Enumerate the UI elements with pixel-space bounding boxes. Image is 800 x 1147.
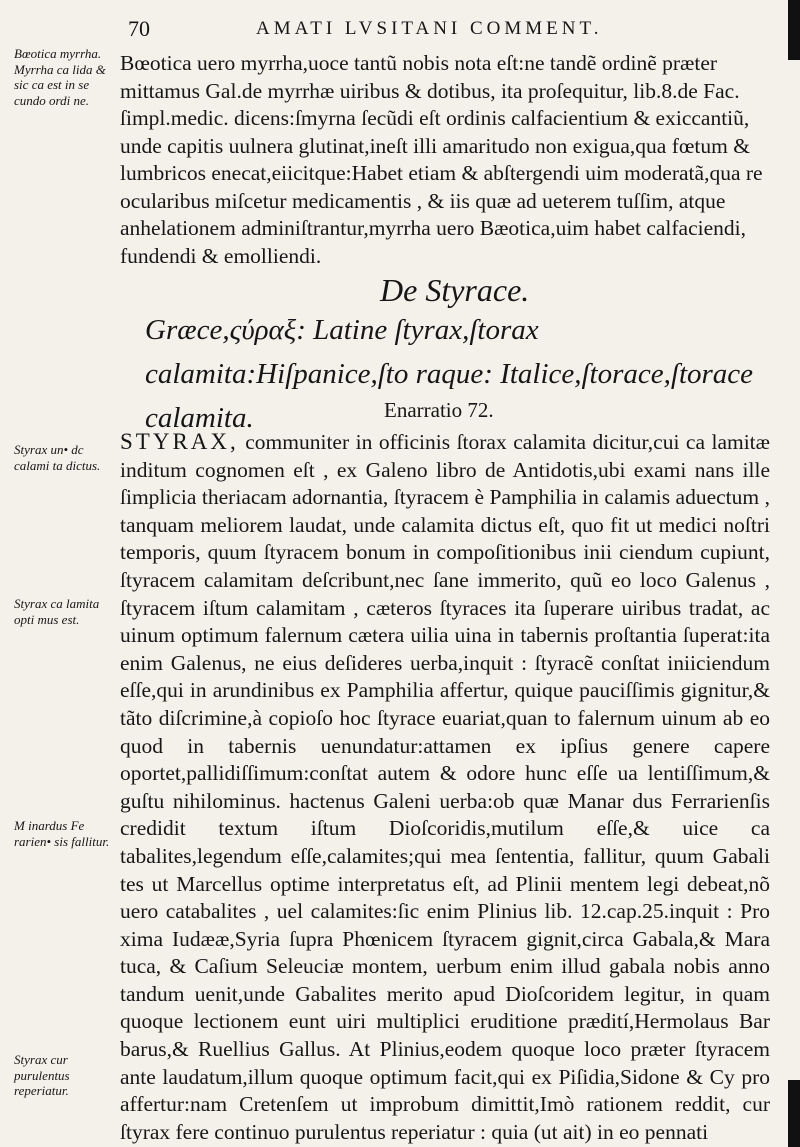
page-edge-shadow xyxy=(788,0,800,60)
page-number: 70 xyxy=(128,16,150,41)
paragraph-text: communiter in officinis ſtorax calamita dicitur,cui ca lamitæ inditum cognomen eſt , ex Galeno libro de Antidotis,ubi exami nans ille ſimplicia theriacam adornantia, ſtyracem è Pamphilia in calamis aduectum , tanquam meliorem laudat, unde calamita dictus eſt, quo fit ut medici noſtri temporis, quum ſtyracem bonum in compoſitionibus inii ciendum cupiunt, ſtyracem calamitam deſcribunt,nec ſane immerito, quũ eo loco Galenus , ſtyracem iſtum calamitam , cæteros ſtyraces ita ſuperare uiribus tradat, ac uinum optimum falernum cætera uilia uina in tabernis proſtantia ſuperat:ita enim Galenus, ne eius deſideres uerba,inquit : ſtyracẽ conſtat iniiciendum eſſe,qui in arundinibus ex Pamphilia affertur, quique pauciſſimis gignitur,& tãto diſcrimine,à copioſo hoc ſtyrace euariat,quan to falernum uinum ab eo quod in tabernis uenundatur:attamen ex ipſius genere capere oportet,pallidiſſimum:conſtat autem & odore hunc eſſe ua lentiſſimum,& guſtu nihilominus. hactenus Galeni uerba:ob quæ Manar dus Ferrarienſis credidit textum iſtum Dioſcoridis,mutilum eſſe,& uice ca tabalites,legendum eſſe,calamites;qui mea ſententia, fallitur, quum Gabali tes ut Marcellus optime interpretatus eſt, ad Plinii mentem legi debeat,nõ uero catabalites , uel calamites:ſic enim Plinius lib. 12.cap.25.inquit : Pro xima Iudææ,Syria ſupra Phœnicem ſtyracem gignit,circa Gabala,& Mara tuca, & Caſium Seleuciæ montem, uerbum enim illud gabala nobis anno tandum uenit,unde Gabalites merito apud Dioſcoridem legitur, in quam quoque lectionem eunt uiri multiplici eruditione prædití,Hermolaus Bar barus,& Ruellius Gallus. At Plinius,eodem quoque loco præter ſtyracem ante laudatum,illum quoque optimum facit,qui ex Piſidia,Sidone & Cy pro affertur:nam Cretenſem ut improbum dimittit,Imò rationem reddit, cur ſtyrax fere continuo purulentus reperiatur : quia (ut ait) in eo pennati xyxy=(120,430,770,1144)
section-title: De Styrace. xyxy=(380,272,530,308)
section-subtitle: Græce,ςύραξ: Latine ſtyrax,ſtorax calamita:Hiſpanice,ſto raque: Italice,ſtorace,ſtorace calamita. xyxy=(145,314,754,434)
margin-note: Styrax cur purulentus reperiatur. xyxy=(14,1052,70,1098)
margin-note: Styrax ca lamita opti mus est. xyxy=(14,596,100,627)
margin-note: Bœotica myrrha. Myrrha ca lida & sic ca est in se cundo ordi ne. xyxy=(14,46,106,108)
enarratio-heading: Enarratio 72. xyxy=(384,398,494,422)
margin-note: M inardus Fe rarien• sis fallitur. xyxy=(14,818,110,849)
running-head: AMATI LVSITANI COMMENT. xyxy=(256,18,603,39)
paragraph: Bœotica uero myrrha,uoce tantũ nobis nota eſt:ne tandẽ ordinẽ præter mittamus Gal.de myrrhæ uiribus & dotibus, ita proſequitur, lib.8.de Fac. ſimpl.medic. dicens:ſmyrna ſecũdi eſt ordinis calfacientium & exiccantiũ, unde capitis uulnera glutinat,ineſt illi amaritudo non exigua,qua fœtum & lumbricos enecat,eiicitque:Habet etiam & abſtergendi uim moderatã,qua re ocularibus miſcetur medicamentis , & iis quæ ad ueterem tuſſim, atque anhelationem adminiſtrantur,myrrha uero Bæotica,uim habet calfaciendi, fundendi & emolliendi. xyxy=(120,51,763,268)
page-edge-shadow xyxy=(788,1080,800,1147)
page-header xyxy=(128,16,748,42)
margin-note: Styrax un• dc calami ta dictus. xyxy=(14,442,101,473)
paragraph-lead-word: STYRAX, xyxy=(120,429,239,454)
paragraph xyxy=(120,428,770,1146)
